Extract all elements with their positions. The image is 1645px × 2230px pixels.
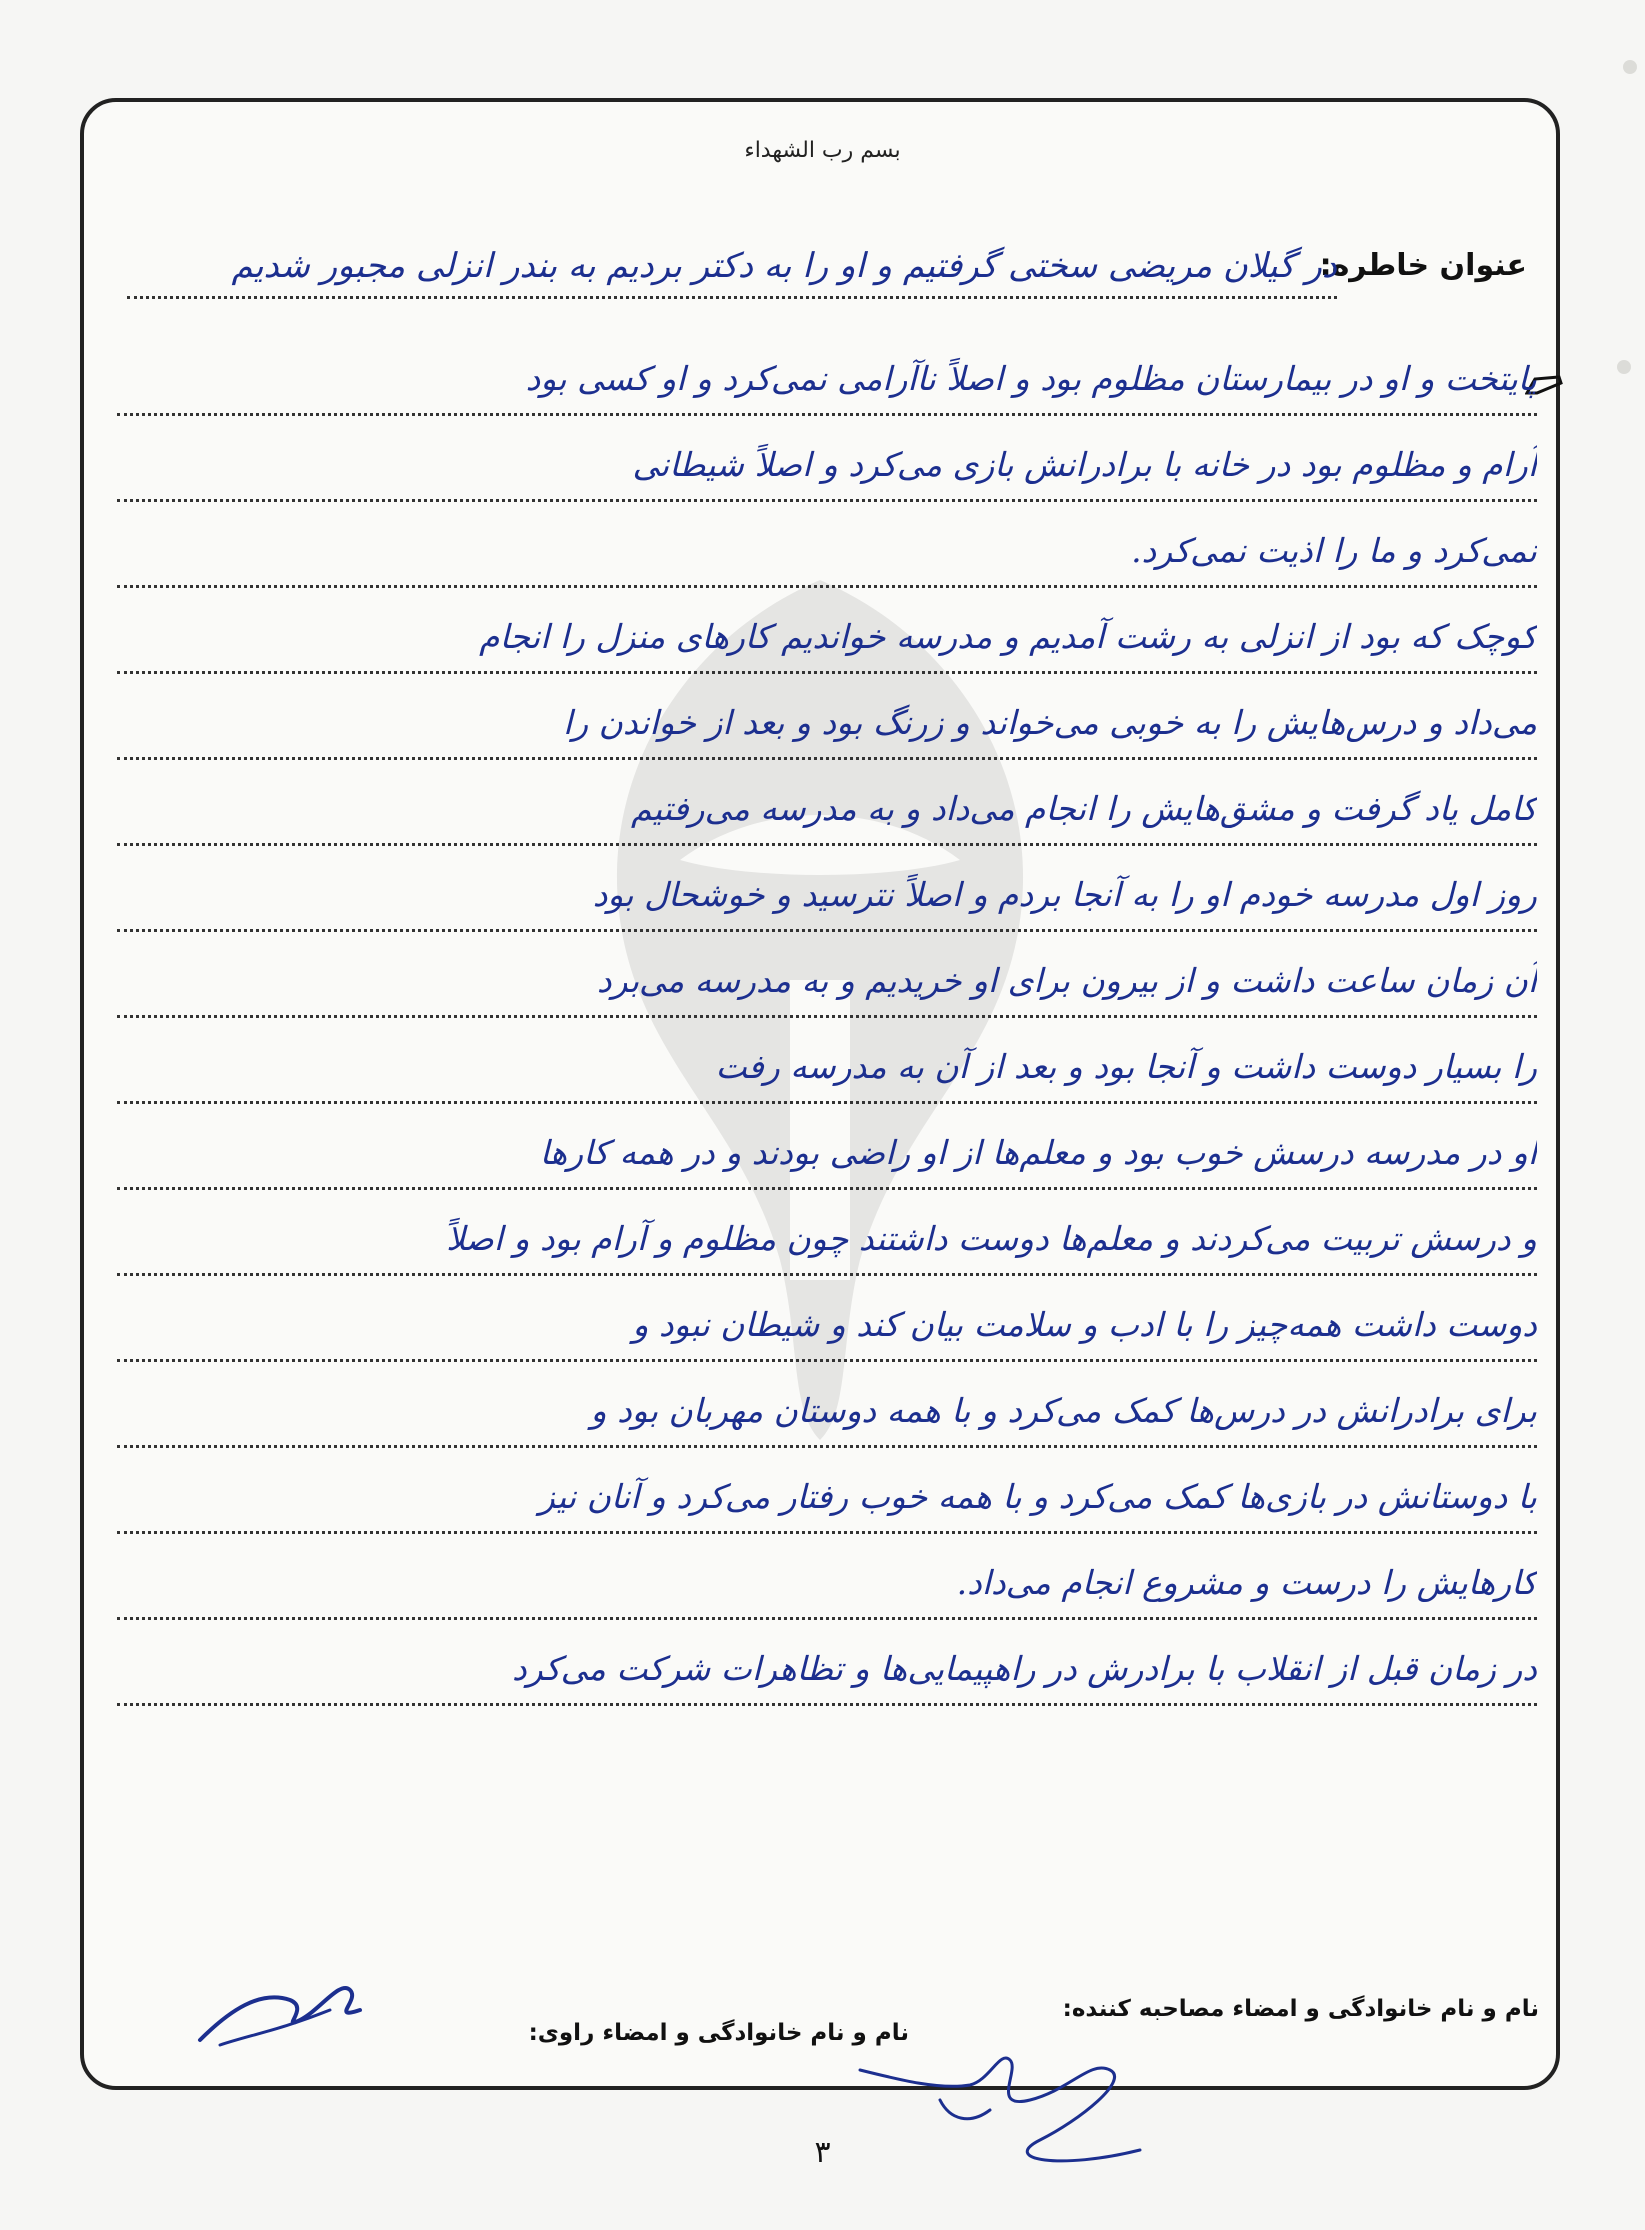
memoir-line [117,416,1537,502]
memoir-line [117,330,1537,416]
memoir-body [117,330,1537,1706]
page-number: ۳ [814,2135,831,2170]
memoir-line-text: در زمان قبل از انقلاب با برادرش در راهپیمایی‌ها و تظاهرات شرکت می‌کرد [512,1649,1537,1688]
memoir-line [117,1534,1537,1620]
memoir-line-text: آرام و مظلوم بود در خانه با برادرانش بازی می‌کرد و اصلاً شیطانی [632,445,1537,484]
memoir-title-row [127,240,1527,304]
memoir-line [117,846,1537,932]
memoir-line [117,1362,1537,1448]
memoir-line-text: آن زمان ساعت داشت و از بیرون برای او خریدیم و به مدرسه می‌برد [596,961,1537,1000]
memoir-line-text: کامل یاد گرفت و مشق‌هایش را انجام می‌داد و به مدرسه می‌رفتیم [631,789,1537,828]
memoir-line-text: روز اول مدرسه خودم او را به آنجا بردم و اصلاً نترسید و خوشحال بود [592,875,1537,914]
page-header-title: بسم رب الشهداء [744,138,901,163]
memoir-line [117,1620,1537,1706]
memoir-line-text: می‌داد و درس‌هایش را به خوبی می‌خواند و زرنگ بود و بعد از خواندن را [563,703,1537,742]
narrator-signature-label: نام و نام خانوادگی و امضاء راوی: [528,2020,909,2046]
narrator-signature-icon [190,1950,370,2060]
binder-hole [1623,60,1637,74]
binder-hole [1617,360,1631,374]
memoir-line [117,502,1537,588]
interviewer-signature-label: نام و نام خانوادگی و امضاء مصاحبه کننده: [1062,1996,1539,2022]
memoir-line-text: او در مدرسه درسش خوب بود و معلم‌ها از او راضی بودند و در همه کارها [539,1133,1537,1172]
memoir-line-text: پایتخت و او در بیمارستان مظلوم بود و اصلاً ناآرامی نمی‌کرد و او کسی بود [525,359,1537,398]
memoir-line [117,1276,1537,1362]
memoir-line-text: را بسیار دوست داشت و آنجا بود و بعد از آن به مدرسه رفت [715,1047,1537,1086]
memoir-title-label: عنوان خاطره: [1319,248,1527,283]
memoir-line [117,1448,1537,1534]
memoir-line-text: برای برادرانش در درس‌ها کمک می‌کرد و با همه دوستان مهربان بود و [590,1391,1537,1430]
memoir-line [117,588,1537,674]
memoir-line-text: کارهایش را درست و مشروع انجام می‌داد. [956,1563,1537,1602]
memoir-line [117,1190,1537,1276]
memoir-title-value: در گیلان مریضی سختی گرفتیم و او را به دکتر بردیم به بندر انزلی مجبور شدیم [127,240,1337,299]
memoir-line-text: دوست داشت همه‌چیز را با ادب و سلامت بیان کند و شیطان نبود و [632,1305,1537,1344]
memoir-line-text: نمی‌کرد و ما را اذیت نمی‌کرد. [1131,531,1537,570]
memoir-line-text: با دوستانش در بازی‌ها کمک می‌کرد و با همه خوب رفتار می‌کرد و آنان نیز [538,1477,1537,1516]
memoir-line [117,1018,1537,1104]
memoir-line-text: و درسش تربیت می‌کردند و معلم‌ها دوست داشتند چون مظلوم و آرام بود و اصلاً [446,1219,1537,1258]
memoir-line [117,760,1537,846]
memoir-line [117,674,1537,760]
memoir-line [117,1104,1537,1190]
memoir-line-text: کوچک که بود از انزلی به رشت آمدیم و مدرسه خواندیم کارهای منزل را انجام [479,617,1537,656]
memoir-line [117,932,1537,1018]
